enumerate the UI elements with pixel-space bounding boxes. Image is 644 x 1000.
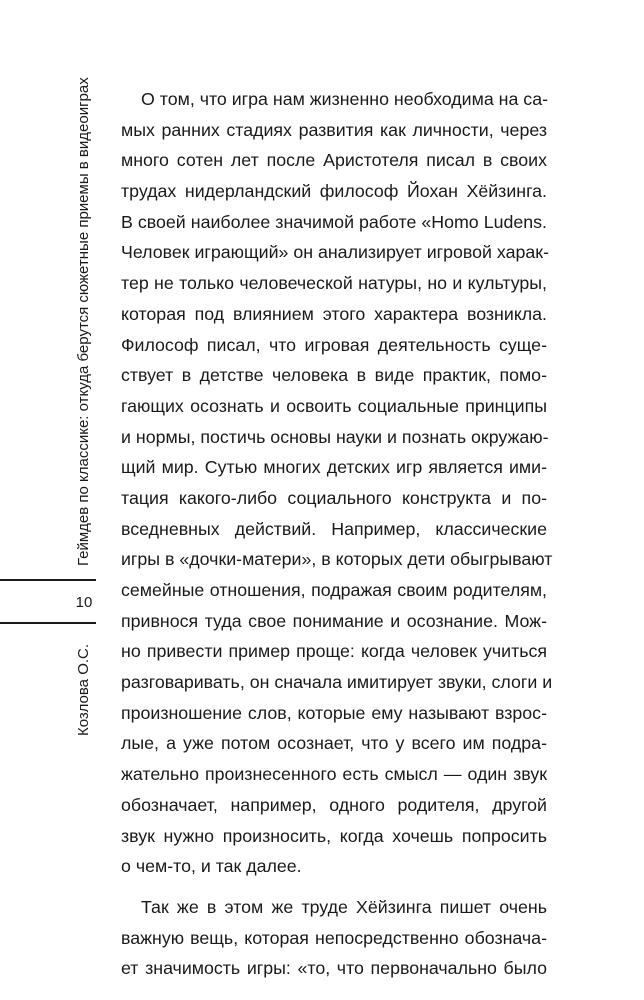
text-line: много сотен лет после Аристотеля писал в своих bbox=[121, 150, 547, 171]
text-line: и нормы, постичь основы науки и познать окружаю- bbox=[121, 426, 549, 447]
paragraph-gap bbox=[121, 882, 547, 892]
text-line: Философ писал, что игровая деятельность суще- bbox=[121, 334, 547, 355]
running-head-title: Геймдев по классике: откуда берутся сюжетные приемы в видеоиграх bbox=[75, 77, 92, 566]
text-line: которая под влиянием этого характера возникла. bbox=[121, 303, 547, 324]
text-line: трудах нидерландский философ Йохан Хёйзинга. bbox=[121, 181, 547, 202]
margin-rule-top bbox=[0, 579, 96, 581]
text-line: щий мир. Сутью многих детских игр является ими- bbox=[121, 457, 547, 478]
text-line: Человек играющий» он анализирует игровой харак- bbox=[121, 242, 549, 263]
text-line: ет значимость игры: «то, что первоначально было bbox=[121, 958, 547, 979]
margin-rule-bottom bbox=[0, 622, 96, 624]
text-line: ствует в детстве человека в виде практик, помо- bbox=[121, 365, 547, 386]
text-line: тация какого-либо социального конструкта и по- bbox=[121, 487, 547, 508]
running-head-author: Козлова О.С. bbox=[75, 643, 92, 736]
text-line: разговаривать, он сначала имитирует звуки, слоги и bbox=[121, 672, 553, 693]
text-line: жательно произнесенного есть смысл — один звук bbox=[121, 764, 547, 785]
body-text bbox=[121, 84, 553, 984]
paragraph-1 bbox=[121, 84, 553, 882]
text-line: тер не только человеческой натуры, но и культуры, bbox=[121, 273, 547, 294]
text-line: семейные отношения, подражая своим родителям, bbox=[121, 580, 547, 600]
text-line: о чем-то, и так далее. bbox=[121, 856, 302, 877]
text-line: звук нужно произносить, когда хочешь попросить bbox=[121, 825, 547, 846]
page-number: 10 bbox=[75, 594, 93, 611]
text-line: игры в «дочки-матери», в которых дети обыгрывают bbox=[121, 549, 553, 570]
text-line: привнося туда свое понимание и осознание. Мож- bbox=[121, 610, 547, 631]
text-line: Так же в этом же труде Хёйзинга пишет очень bbox=[141, 896, 547, 917]
text-line: О том, что игра нам жизненно необходима на са- bbox=[141, 89, 549, 109]
text-line: обозначает, например, одного родителя, другой bbox=[121, 794, 547, 815]
text-line: важную вещь, которая непосредственно обознача- bbox=[121, 927, 547, 948]
paragraph-2 bbox=[121, 892, 547, 984]
text-line: В своей наиболее значимой работе «Homo Ludens. bbox=[121, 211, 547, 232]
text-line: гающих осознать и освоить социальные принципы bbox=[121, 395, 547, 416]
text-line: лые, а уже потом осознает, что у всего им подра- bbox=[121, 733, 547, 754]
text-line: но привести пример проще: когда человек учиться bbox=[121, 641, 547, 662]
text-line: вседневных действий. Например, классические bbox=[121, 518, 547, 539]
text-line: произношение слов, которые ему называют взрос- bbox=[121, 702, 547, 723]
text-line: мых ранних стадиях развития как личности, через bbox=[121, 119, 547, 140]
